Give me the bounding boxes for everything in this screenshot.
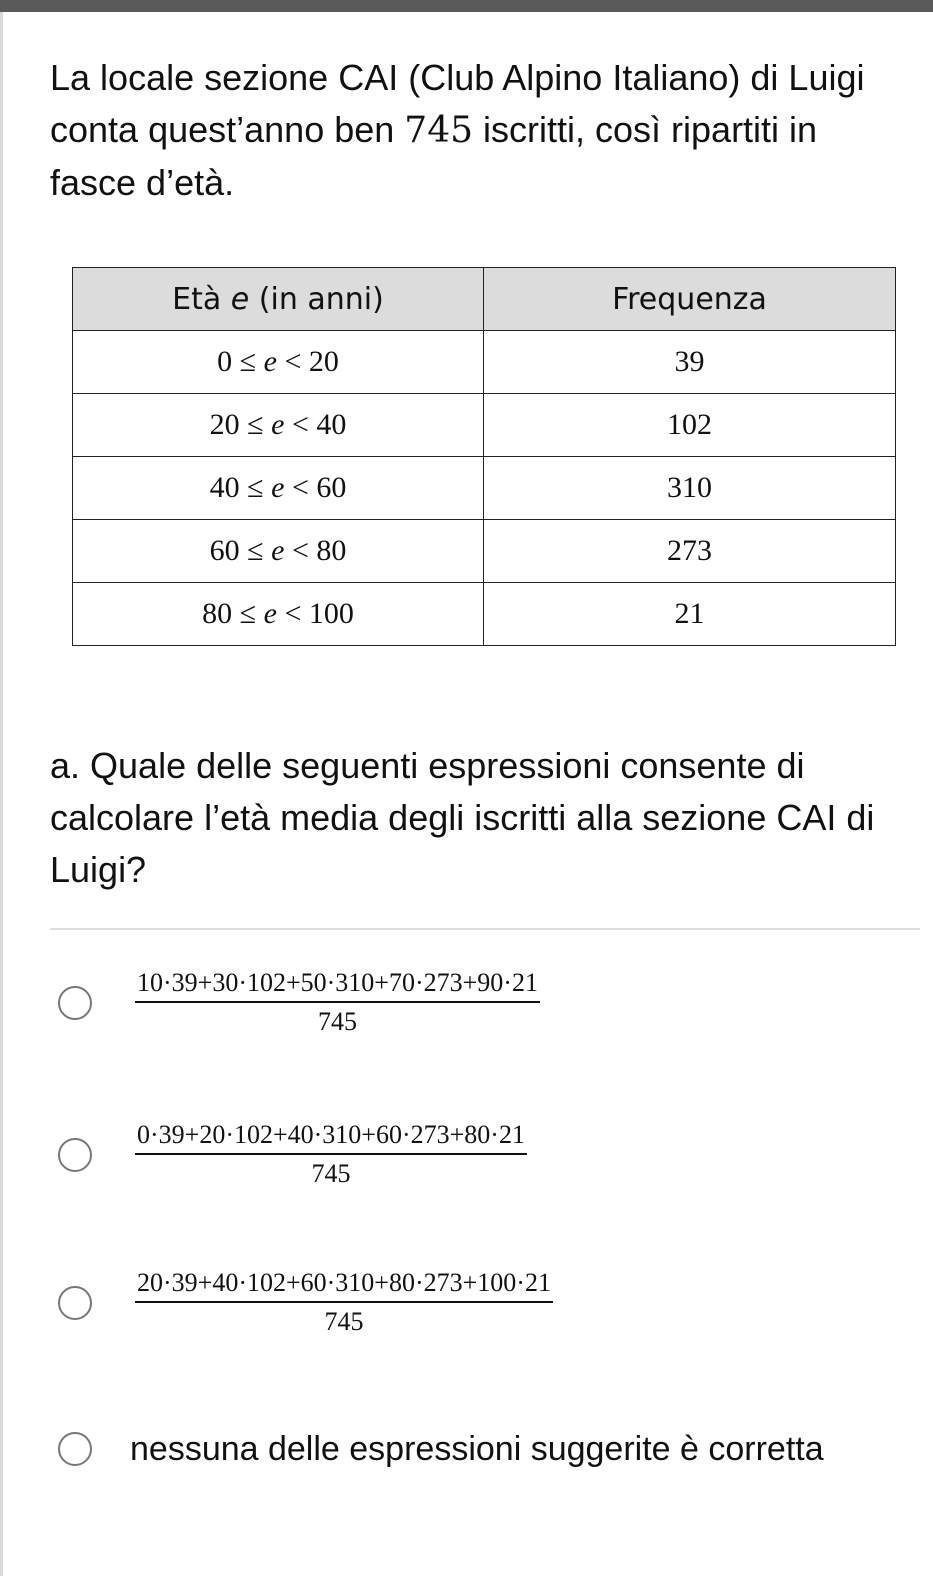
fraction-numerator: 10·39+30·102+50·310+70·273+90·21 <box>135 968 540 1003</box>
age-low: 60 <box>209 534 240 567</box>
table-row <box>73 394 896 457</box>
radio-button-empty-icon[interactable] <box>58 1138 92 1172</box>
frequency-cell: 39 <box>484 331 896 394</box>
age-low: 80 <box>202 597 233 630</box>
fraction-numerator: 0·39+20·102+40·310+60·273+80·21 <box>135 1120 527 1155</box>
question-text: a. Quale delle seguenti espressioni consente di calcolare l’età media degli iscritti alla sezione CAI di Luigi? <box>50 745 875 890</box>
header-age-var: e <box>230 281 250 317</box>
header-frequency: Frequenza <box>484 268 896 331</box>
frequency-cell: 102 <box>484 394 896 457</box>
age-op-le: ≤ <box>239 471 272 504</box>
answer-option-4[interactable] <box>58 1430 830 1468</box>
age-var: e <box>271 408 285 441</box>
intro-text-after: iscritti, così ripartiti in fasce d’età. <box>50 109 818 203</box>
age-high: 20 <box>308 345 339 378</box>
divider <box>50 928 920 930</box>
age-op-le: ≤ <box>232 345 264 378</box>
age-range-cell <box>73 520 484 583</box>
age-high: 100 <box>308 597 354 630</box>
intro-text-before: La locale sezione CAI (Club Alpino Italiano) di Luigi conta quest’anno ben <box>50 57 865 150</box>
radio-button-empty-icon[interactable] <box>58 986 92 1020</box>
table-row <box>73 331 896 394</box>
age-range-cell <box>73 457 484 520</box>
answer-option-1[interactable] <box>58 968 540 1037</box>
fraction-expression <box>135 1120 527 1189</box>
age-op-lt: < <box>284 471 317 504</box>
header-age <box>73 268 484 331</box>
age-var: e <box>271 471 285 504</box>
fraction-denominator: 745 <box>317 1007 357 1036</box>
age-op-lt: < <box>284 408 317 441</box>
frequency-cell: 21 <box>484 583 896 646</box>
answer-option-3[interactable] <box>58 1268 553 1337</box>
header-age-prefix: Età <box>172 281 231 317</box>
age-high: 80 <box>316 534 347 567</box>
age-op-le: ≤ <box>239 408 272 441</box>
age-range-cell <box>73 394 484 457</box>
age-var: e <box>263 345 277 378</box>
answer-option-2[interactable] <box>58 1120 527 1189</box>
age-low: 20 <box>209 408 240 441</box>
intro-count: 745 <box>404 110 474 151</box>
table-row <box>73 520 896 583</box>
age-range-cell <box>73 583 484 646</box>
age-low: 40 <box>209 471 240 504</box>
age-high: 60 <box>316 471 347 504</box>
fraction-expression <box>135 1268 553 1337</box>
intro-text <box>50 52 910 209</box>
frequency-cell: 310 <box>484 457 896 520</box>
age-var: e <box>271 534 285 567</box>
frequency-table <box>72 267 896 646</box>
age-op-le: ≤ <box>239 534 272 567</box>
age-op-lt: < <box>284 534 317 567</box>
table-row <box>73 457 896 520</box>
age-low: 0 <box>217 345 233 378</box>
radio-button-empty-icon[interactable] <box>58 1286 92 1320</box>
fraction-numerator: 20·39+40·102+60·310+80·273+100·21 <box>135 1268 553 1303</box>
option-text: nessuna delle espressioni suggerite è corretta <box>130 1430 824 1468</box>
frequency-cell: 273 <box>484 520 896 583</box>
age-op-lt: < <box>276 345 309 378</box>
fraction-denominator: 745 <box>324 1307 364 1336</box>
top-bar <box>0 0 933 12</box>
fraction-expression <box>135 968 540 1037</box>
age-op-le: ≤ <box>232 597 264 630</box>
table-row <box>73 583 896 646</box>
radio-button-empty-icon[interactable] <box>58 1432 92 1466</box>
age-high: 40 <box>316 408 347 441</box>
left-edge <box>0 12 3 1576</box>
table-header-row <box>73 268 896 331</box>
age-var: e <box>263 597 277 630</box>
age-range-cell <box>73 331 484 394</box>
header-age-suffix: (in anni) <box>249 281 384 317</box>
fraction-denominator: 745 <box>311 1159 351 1188</box>
age-op-lt: < <box>276 597 309 630</box>
